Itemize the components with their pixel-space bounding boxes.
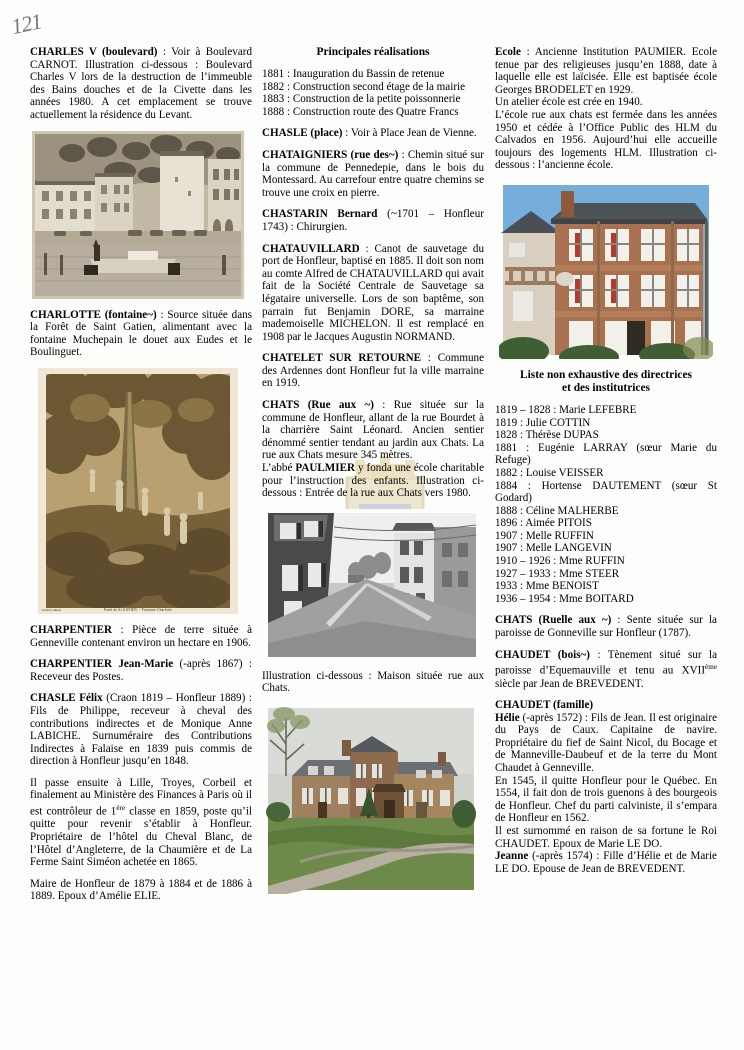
chats-para2-lead: L’abbé PAULMIER y fonda une école charitable pour l’instruction des enfants. Illustration ci-dessous : Entrée de la rue aux Chats vers 1980. [262,462,484,500]
entry-ecole-fermeture: L’école rue aux chats est fermée dans les années 1950 et cédée à l’Office Public des HLM du Calvados en 1956. Aujourd’hui elle accueille toujours des logements HLM. Illustration ci-dessous : l’ancienne école. [495,108,717,172]
list-item: 1910 – 1926 : Mme RUFFIN [495,555,625,568]
postcard-caption: Forêt de St GATIEN. - Fontaine Charlotte [103,607,173,612]
entry-head-jeanne: Jeanne [495,850,529,863]
list-item: 1882 : Louise VEISSER [495,466,604,479]
list-item: 1881 : Eugénie LARRAY (sœur Marie du Refuge) [495,441,717,467]
column-left [30,46,252,903]
list-item: 1933 : Mme BENOIST [495,580,599,593]
heading-principales-realisations: Principales réalisations [316,46,430,58]
entry-head-chasle-place: CHASLE (place) [262,127,343,140]
entry-head-charpentier-jean-marie: CHARPENTIER Jean-Marie [30,658,174,671]
entry-chaudet-bois [495,649,717,690]
column-right [495,46,717,875]
entry-head-chatelet: CHATELET SUR RETOURNE [262,352,422,365]
entry-head-charles-v: CHARLES V (boulevard) [30,46,158,58]
list-item: 1884 : Hortense DAUTEMENT (sœur St Godard) [495,479,717,505]
photo-fontaine-charlotte-postcard [38,368,238,614]
entry-body-chataigniers: : Chemin situé sur la commune de Pennedepie, dans le bois du Montessard. Au carrefour entre quatre chemins se trouve une croix en pierre. [262,148,484,199]
entry-chats-rue-aux-paragraph-2 [262,462,484,500]
list-item: 1819 – 1828 : Marie LEFEBRE [495,403,637,416]
entry-chatelet-sur-retourne [262,352,484,390]
heading-line-1: Liste non exhaustive des directrices [520,368,692,381]
entry-head-charlotte: CHARLOTTE (fontaine~) [30,308,157,321]
postcard-image [46,374,230,608]
entry-body-charlotte: : Source située dans la Forêt de Saint Gatien, alimentant avec la fontaine Muchepain le douet aux Eudes et le Boulinguet. [30,308,252,359]
photo-rue-aux-chats [264,509,480,661]
list-item: 1881 : Inauguration du Bassin de retenue [262,68,445,80]
entry-head-charpentier: CHARPENTIER [30,623,112,636]
chasle-para2-part1: Il passe ensuite à Lille, Troyes, Corbeil et finalement au Ministère des Finances à Paris où il est contrôleur de 1 [30,776,252,818]
entry-body-chaudet-bois-part2: siècle par Jean de BREVEDENT. [495,677,644,690]
column-middle [262,46,484,894]
entry-chasle-felix-paragraph-3: Maire de Honfleur de 1879 à 1884 et de 1886 à 1889. Epoux d’Amélie ELIE. [30,877,252,903]
photo-maison-rue-aux-chats [264,704,478,894]
entry-body-helie: (-après 1572) : Fils de Jean. Il est originaire du Pays de Caux. Capitaine de navire. Propriétaire du fief de Saint Nicol, du Bocage et de Manneville-Daubeuf et de la terre du Mont Chaudet à Genneville. [495,711,717,775]
entry-charlotte [30,309,252,359]
entry-head-chats-rue: CHATS (Rue aux ~) [262,399,374,412]
entry-head-chats-ruelle: CHATS (Ruelle aux ~) [495,614,612,627]
entry-head-ecole: Ecole [495,46,521,58]
list-item: 1936 – 1954 : Mme BOITARD [495,592,634,605]
entry-chats-ruelle [495,614,717,639]
entry-body-charpentier: : Pièce de terre située à Genneville contenant environ un hectare en 1906. [30,623,252,649]
heading-line-2: et des institutrices [562,381,650,394]
chaudet-ordinal-suffix: ème [705,663,717,672]
entry-body-charpentier-jean-marie: (-après 1867) : Receveur des Postes. [30,658,252,683]
entry-chatauvillard [262,243,484,344]
entry-body-chasle-place: : Voir à Place Jean de Vienne. [342,127,477,140]
entry-charpentier-jean-marie [30,658,252,683]
entry-helie-paragraph-3: Il est surnommé en raison de sa fortune le Roi CHAUDET. Epoux de Marie LE DO. [495,825,717,850]
entry-chasle-place [262,127,484,140]
list-item: 1883 : Construction de la petite poissonnerie [262,93,461,106]
handwritten-page-number: 121 [8,8,44,40]
list-item: 1888 : Construction route des Quatre Francs [262,105,459,118]
list-item: 1907 : Melle RUFFIN [495,529,594,542]
entry-body-chaudet-bois-part1: : Tènement situé sur la paroisse d’Equemauville et tenu au XVII [495,648,717,677]
entry-helie [495,712,717,775]
entry-head-chaudet-bois: CHAUDET (bois~) [495,648,590,661]
entry-body-charles-v: : Voir à Boulevard CARNOT. Illustration ci-dessous : Boulevard Charles V lors de la destruction de l’immeuble des Bains douches et de la Civette dans les années 1980. A cet emplacement se trouve actuellement la résidence du Levant. [30,46,252,121]
photo-ancienne-ecole [499,181,713,359]
entry-head-chastarin-bernard: CHASTARIN Bernard [262,208,378,221]
entry-chats-rue-aux [262,399,484,462]
entry-chaudet-famille-head [495,699,717,712]
photo-boulevard-charles-v [32,131,244,299]
entry-chasle-felix [30,692,252,768]
entry-head-chatauvillard: CHATAUVILLARD [262,242,360,255]
entry-head-helie: Hélie [495,711,520,724]
chasle-para2-part2: classe en 1859, poste qu’il quitte pour revenir s’établir à Honfleur. Propriétaire de l’hôtel du Cheval Blanc, de l’Hôtel d’Angleterre, de la Chaumière et de La Ferme Saint Siméon achetée en 1865. [30,805,252,869]
entry-chastarin-bernard [262,208,484,233]
entry-charpentier [30,624,252,649]
entry-chataigniers [262,149,484,199]
chasle-ordinal-suffix: ère [116,804,126,813]
list-item: 1828 : Thérèse DUPAS [495,429,599,442]
entry-jeanne [495,850,717,875]
heading-liste-directrices [495,369,717,395]
entry-body-chats-rue: : Rue située sur la commune de Honfleur, allant de la rue Bourdet à la charrière Saint Léonard. Ancien sentier dénommé sentier tendant au jardin aux Chats. La rue aux Chats mesure 345 mètres. [262,399,485,462]
entry-chasle-felix-paragraph-2 [30,777,252,869]
list-item: 1927 – 1933 : Mme STEER [495,567,620,580]
list-item: 1907 : Melle LANGEVIN [495,542,612,555]
list-directrices [495,404,717,606]
entry-head-chasle-felix: CHASLE Félix [30,692,103,705]
entry-body-chatelet: : Commune des Ardennes dont Honfleur fut la ville marraine en 1919. [262,352,484,390]
entry-ecole [495,46,717,96]
entry-helie-paragraph-2: En 1545, il quitte Honfleur pour le Québec. En 1554, il fait don de trois guenons à des bourgeois de Honfleur. Chef du parti calviniste, il s’empara de Honfleur en 1562. [495,774,717,825]
entry-body-chatauvillard: : Canot de sauvetage du port de Honfleur, baptisé en 1885. Il doit son nom au comte Alfred de CHATAUVILLARD qui avait fait de la Société Centrale de Sauvetage sa légataire universelle. Lors de son baptême, son parrain fut Benjamin DORE, sa marraine mademoiselle MICHELON. Il est remplacé en 1908 par le Jacques Augustin NORMAND. [262,242,484,343]
list-item: 1819 : Julie COTTIN [495,416,591,429]
entry-body-chasle-felix: (Craon 1819 – Honfleur 1889) : Fils de Philippe, receveur à cheval des contributions indirectes et de Monique Anne LABICHE. Surnuméraire des Contributions Indirectes à Falaise en 1839 puis commis de direction à Honfleur jusqu’en 1848. [30,692,252,768]
caption-maison-rue-aux-chats: Illustration ci-dessous : Maison située rue aux Chats. [262,669,484,695]
entry-charles-v [30,46,252,122]
entry-body-jeanne: (-après 1574) : Fille d’Hélie et de Marie LE DO. Epouse de Jean de BREVEDENT. [495,850,717,875]
postcard-credit: Gérard, éditeur [42,607,62,612]
list-realisations [262,68,484,118]
three-column-layout [30,46,730,903]
list-item: 1888 : Céline MALHERBE [495,504,619,517]
entry-body-chats-ruelle: : Sente située sur la paroisse de Gonneville sur Honfleur (1787). [495,614,717,640]
entry-body-ecole: : Ancienne Institution PAUMIER. Ecole tenue par des religieuses jusqu’en 1888, date à laquelle elle est laïcisée. Elle est baptisée école Georges BRODELET en 1929. [495,46,717,96]
entry-head-chataigniers: CHATAIGNIERS (rue des~) [262,148,399,161]
list-item: 1882 : Construction second étage de la mairie [262,80,466,93]
entry-head-chaudet-famille: CHAUDET (famille) [495,699,594,712]
entry-ecole-atelier: Un atelier école est crée en 1940. [495,96,643,109]
list-item: 1896 : Aimée PITOIS [495,517,592,530]
entry-body-chastarin-bernard: (~1701 – Honfleur 1743) : Chirurgien. [262,208,484,233]
